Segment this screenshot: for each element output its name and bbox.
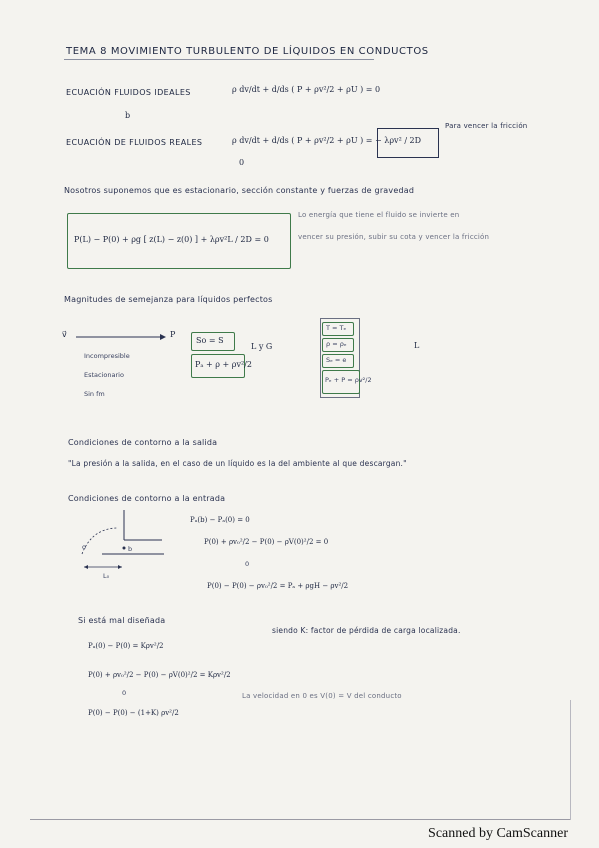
inlet-eq2-zero: 0 bbox=[245, 560, 250, 568]
outlet-heading: Condiciones de contorno a la salida bbox=[68, 438, 218, 447]
inlet-eq1: Pₐ(b) − Pₐ(0) = 0 bbox=[190, 516, 250, 524]
bad-design-note: siendo K: factor de pérdida de carga localizada. bbox=[272, 626, 461, 635]
margin-line bbox=[570, 700, 571, 820]
magnitudes-arrow bbox=[76, 332, 166, 342]
bad-design-eq2: P(0) + ρv₀²/2 − P(0) − ρV(0)²/2 = Kρv²/2 bbox=[88, 671, 231, 679]
similarity-a2: Pₐ + ρ + ρv²/2 bbox=[195, 360, 252, 369]
inlet-diagram-dim: L₀ bbox=[103, 572, 110, 580]
inlet-heading: Condiciones de contorno a la entrada bbox=[68, 494, 226, 503]
magnitude-item-2: Estacionario bbox=[84, 371, 124, 379]
magnitudes-heading: Magnitudes de semejanza para líquidos perfectos bbox=[64, 295, 273, 304]
similarity-b4: Pₑ + P = ρv²/2 bbox=[325, 376, 372, 384]
inlet-diagram bbox=[72, 510, 182, 580]
arrow-end-label: P bbox=[170, 330, 176, 339]
scanner-watermark: Scanned by CamScanner bbox=[428, 826, 568, 841]
energy-note-line1: Lo energía que tiene el fluido se invierte en bbox=[298, 211, 460, 219]
inlet-diagram-b: b bbox=[128, 545, 133, 553]
page-title: TEMA 8 MOVIMIENTO TURBULENTO DE LÍQUIDOS EN CONDUCTOS bbox=[66, 46, 429, 57]
assumption-text: Nosotros suponemos que es estacionario, sección constante y fuerzas de gravedad bbox=[64, 186, 415, 195]
similarity-b3: Sₑ = e bbox=[326, 356, 347, 364]
energy-note-line2: vencer su presión, subir su cota y vencer la fricción bbox=[298, 233, 490, 241]
bad-design-eq1: Pₐ(0) − P(0) = Kρv²/2 bbox=[88, 642, 164, 650]
inlet-diagram-o: o bbox=[82, 543, 86, 551]
similarity-b1: T = Tₑ bbox=[326, 324, 347, 332]
inlet-eq3: P(0) − P(0) − ρv₀²/2 = Pₐ + ρgH − ρv²/2 bbox=[207, 582, 349, 590]
friction-term-box bbox=[377, 128, 439, 158]
inlet-eq2: P(0) + ρv₀²/2 − P(0) − ρV(0)²/2 = 0 bbox=[204, 538, 329, 546]
ideal-fluids-label: ECUACIÓN FLUIDOS IDEALES bbox=[66, 88, 191, 97]
real-fluids-equation: ρ dv/dt + d/ds ( P + ρv²/2 + ρU ) = − λρv² / 2D bbox=[232, 136, 422, 145]
ideal-marker: b bbox=[125, 111, 131, 120]
similarity-right: L bbox=[414, 341, 420, 350]
bad-design-eq2-zero: 0 bbox=[122, 689, 127, 697]
footer-rule bbox=[30, 819, 570, 820]
outlet-quote: "La presión a la salida, en el caso de un líquido es la del ambiente al que descargan." bbox=[68, 459, 407, 468]
magnitude-item-3: Sin fm bbox=[84, 390, 105, 398]
bad-design-eq3: P(0) − P(0) − (1+K) ρv²/2 bbox=[88, 709, 179, 717]
friction-note: Para vencer la fricción bbox=[445, 122, 528, 130]
energy-equation: P(L) − P(0) + ρg [ z(L) − z(0) ] + λρv²L / 2D = 0 bbox=[74, 235, 269, 244]
bad-design-heading: Si está mal diseñada bbox=[78, 616, 166, 625]
bad-design-note2: La velocidad en 0 es V(0) = V del conducto bbox=[242, 692, 402, 700]
similarity-b2: ρ = ρₑ bbox=[326, 340, 347, 348]
ideal-fluids-equation: ρ dv/dt + d/ds ( P + ρv²/2 + ρU ) = 0 bbox=[232, 85, 381, 94]
real-zero-marker: 0 bbox=[239, 158, 245, 167]
similarity-middle: L y G bbox=[251, 342, 273, 351]
magnitude-item-1: Incompresible bbox=[84, 352, 130, 360]
title-underline bbox=[64, 59, 374, 60]
arrow-start-label: v⃗ bbox=[62, 330, 67, 339]
real-fluids-label: ECUACIÓN DE FLUIDOS REALES bbox=[66, 138, 203, 147]
similarity-a1: So = S bbox=[196, 336, 224, 345]
